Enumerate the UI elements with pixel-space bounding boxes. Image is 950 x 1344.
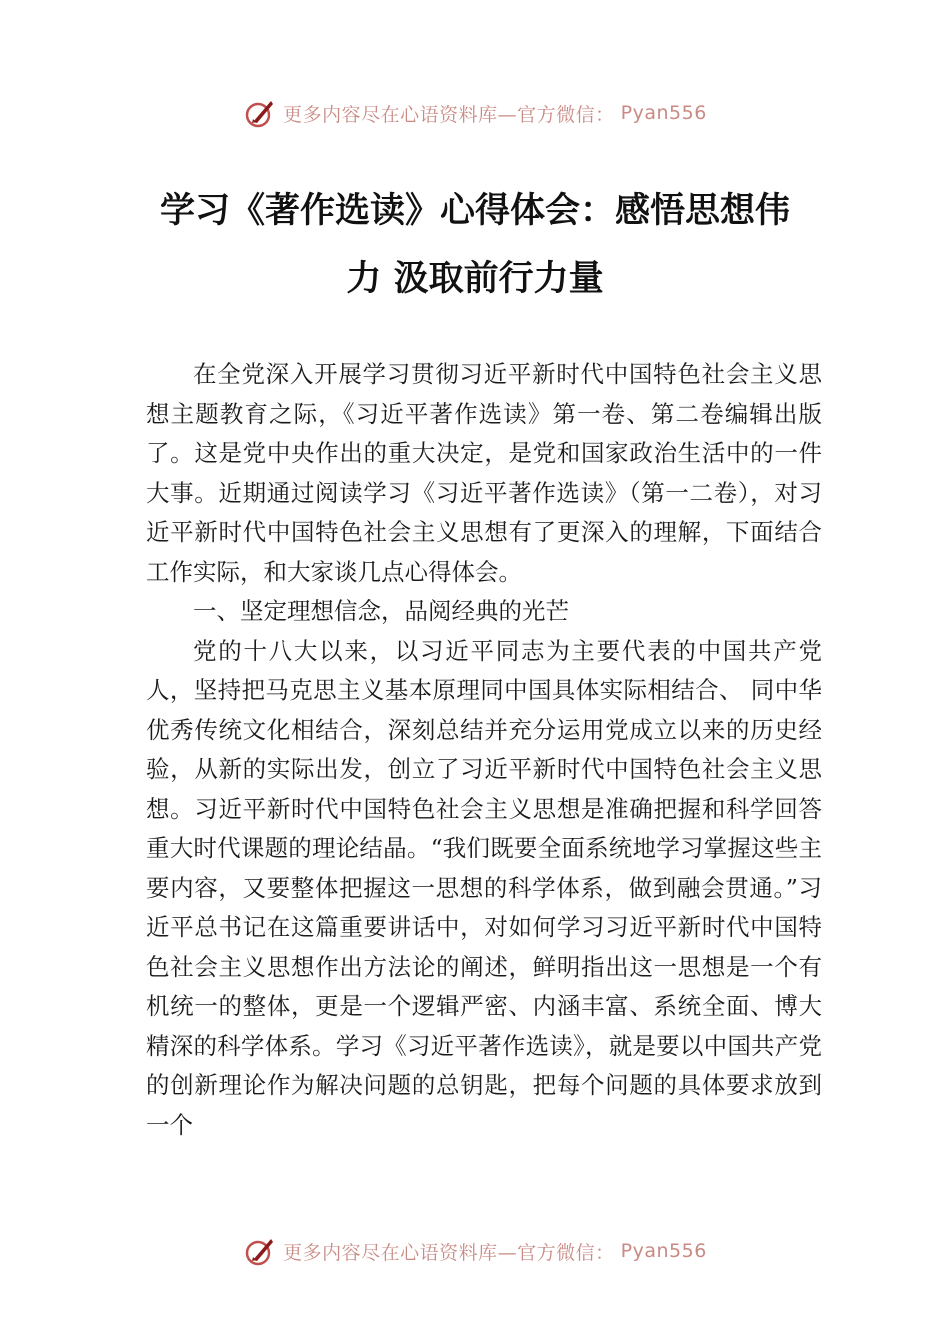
- document-title-line-1: 学习《著作选读》心得体会：感悟思想伟: [159, 190, 790, 231]
- watermark-text: 更多内容尽在心语资料库—官方微信：: [283, 1241, 615, 1264]
- document-body: [146, 355, 822, 1145]
- document-title-line-2: 力 汲取前行力量: [346, 258, 604, 299]
- footer-watermark: [0, 1234, 950, 1268]
- header-watermark: [0, 96, 950, 130]
- watermark-wechat-id: Pyan556: [620, 102, 707, 124]
- quill-logo-icon: [243, 1234, 277, 1268]
- watermark-text: 更多内容尽在心语资料库—官方微信：: [283, 103, 615, 126]
- quill-logo-icon: [243, 96, 277, 130]
- section-heading: 一、坚定理想信念，品阅经典的光芒: [193, 597, 569, 625]
- body-paragraph: 党的十八大以来，以习近平同志为主要代表的中国共产党人，坚持把马克思主义基本原理同中国具体实际相结合、 同中华优秀传统文化相结合，深刻总结并充分运用党成立以来的历史经验，从新的实际出发，创立了习近平新时代中国特色社会主义思想。习近平新时代中国特色社会主义思想是准确把握和科学回答重大时代课题的理论结晶。“我们既要全面系统地学习掌握这些主要内容，又要整体把握这一思想的科学体系，做到融会贯通。”习近平总书记在这篇重要讲话中，对如何学习习近平新时代中国特色社会主义思想作出方法论的阐述，鲜明指出这一思想是一个有机统一的整体，更是一个逻辑严密、内涵丰富、系统全面、博大精深的科学体系。学习《习近平著作选读》，就是要以中国共产党的创新理论作为解决问题的总钥匙，把每个问题的具体要求放到一个: [146, 636, 822, 1139]
- body-paragraph: 在全党深入开展学习贯彻习近平新时代中国特色社会主义思想主题教育之际，《习近平著作选读》第一卷、第二卷编辑出版了。这是党中央作出的重大决定，是党和国家政治生活中的一件大事。近期通过阅读学习《习近平著作选读》（第一二卷），对习近平新时代中国特色社会主义思想有了更深入的理解，下面结合工作实际，和大家谈几点心得体会。: [146, 360, 822, 586]
- watermark-wechat-id: Pyan556: [620, 1240, 707, 1262]
